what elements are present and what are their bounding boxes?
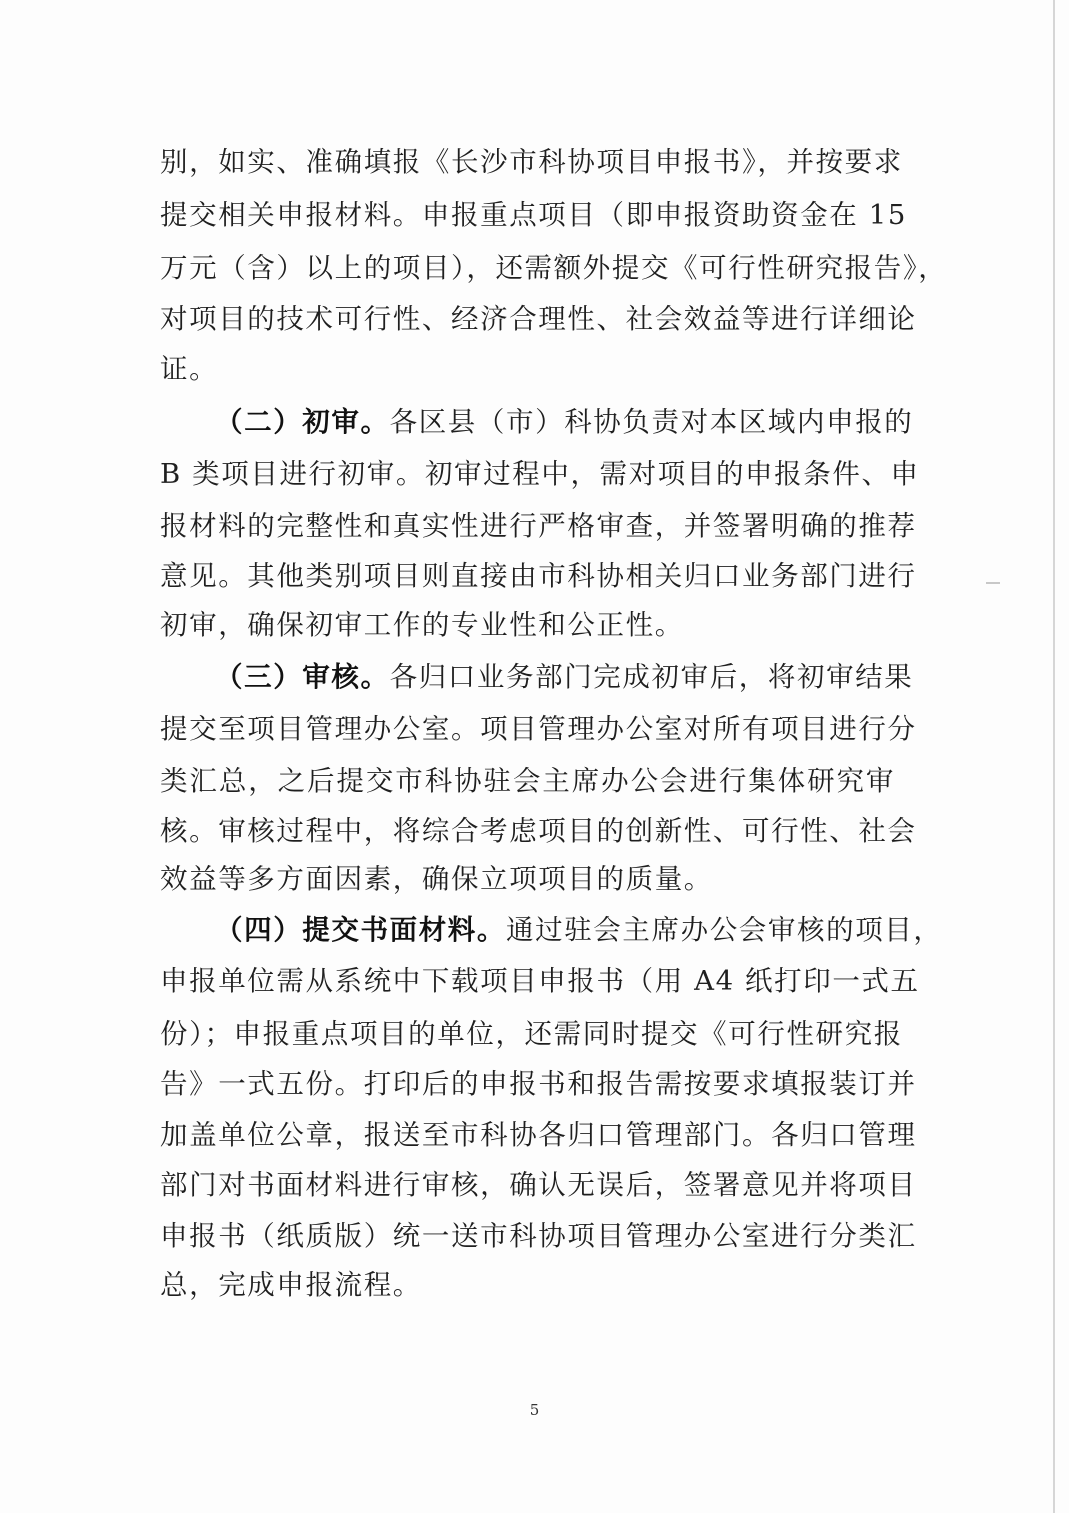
section-heading: （三）审核。 <box>215 661 390 693</box>
paragraph-line: 核。审核过程中，将综合考虑项目的创新性、可行性、社会 <box>160 815 917 847</box>
paragraph-line: 别，如实、准确填报《长沙市科协项目申报书》，并按要求 <box>160 146 903 178</box>
page-edge <box>1053 0 1055 1513</box>
paragraph-line: 部门对书面材料进行审核，确认无误后，签署意见并将项目 <box>160 1169 917 1201</box>
section-heading: （二）初审。 <box>215 406 390 438</box>
paragraph-line: 加盖单位公章，报送至市科协各归口管理部门。各归口管理 <box>160 1119 917 1151</box>
page-number: 5 <box>529 1401 540 1419</box>
paragraph-line: 申报单位需从系统中下载项目申报书（用 A4 纸打印一式五 <box>160 965 920 997</box>
paragraph-line: 总，完成申报流程。 <box>160 1269 422 1301</box>
paragraph-line: 类汇总，之后提交市科协驻会主席办公会进行集体研究审 <box>160 765 895 797</box>
section-text: 各区县（市）科协负责对本区域内申报的 <box>389 406 914 438</box>
section-text: 各归口业务部门完成初审后，将初审结果 <box>389 661 914 693</box>
paragraph-line: 效益等多方面因素，确保立项项目的质量。 <box>160 863 713 895</box>
paragraph-line: 申报书（纸质版）统一送市科协项目管理办公室进行分类汇 <box>160 1220 917 1252</box>
paragraph-line: 对项目的技术可行性、经济合理性、社会效益等进行详细论 <box>160 303 917 335</box>
paragraph-line: B 类项目进行初审。初审过程中，需对项目的申报条件、申 <box>160 458 920 490</box>
paragraph-line: 报材料的完整性和真实性进行严格审查，并签署明确的推荐 <box>160 510 917 542</box>
paragraph-line: 证。 <box>160 353 219 385</box>
paragraph-line: 告》一式五份。打印后的申报书和报告需按要求填报装订并 <box>160 1068 917 1100</box>
section-first-line <box>215 659 914 695</box>
scan-mark <box>986 582 1000 584</box>
section-first-line <box>215 404 914 440</box>
section-first-line <box>215 912 943 948</box>
paragraph-line: 意见。其他类别项目则直接由市科协相关归口业务部门进行 <box>160 560 917 592</box>
paragraph-line: 提交相关申报材料。申报重点项目（即申报资助资金在 15 <box>160 199 907 231</box>
section-text: 通过驻会主席办公会审核的项目， <box>506 914 943 946</box>
paragraph-line: 份）；申报重点项目的单位，还需同时提交《可行性研究报 <box>160 1018 903 1050</box>
paragraph-line: 万元（含）以上的项目），还需额外提交《可行性研究报告》， <box>160 252 948 284</box>
section-heading: （四）提交书面材料。 <box>215 914 506 946</box>
paragraph-line: 初审，确保初审工作的专业性和公正性。 <box>160 609 684 641</box>
paragraph-line: 提交至项目管理办公室。项目管理办公室对所有项目进行分 <box>160 713 917 745</box>
